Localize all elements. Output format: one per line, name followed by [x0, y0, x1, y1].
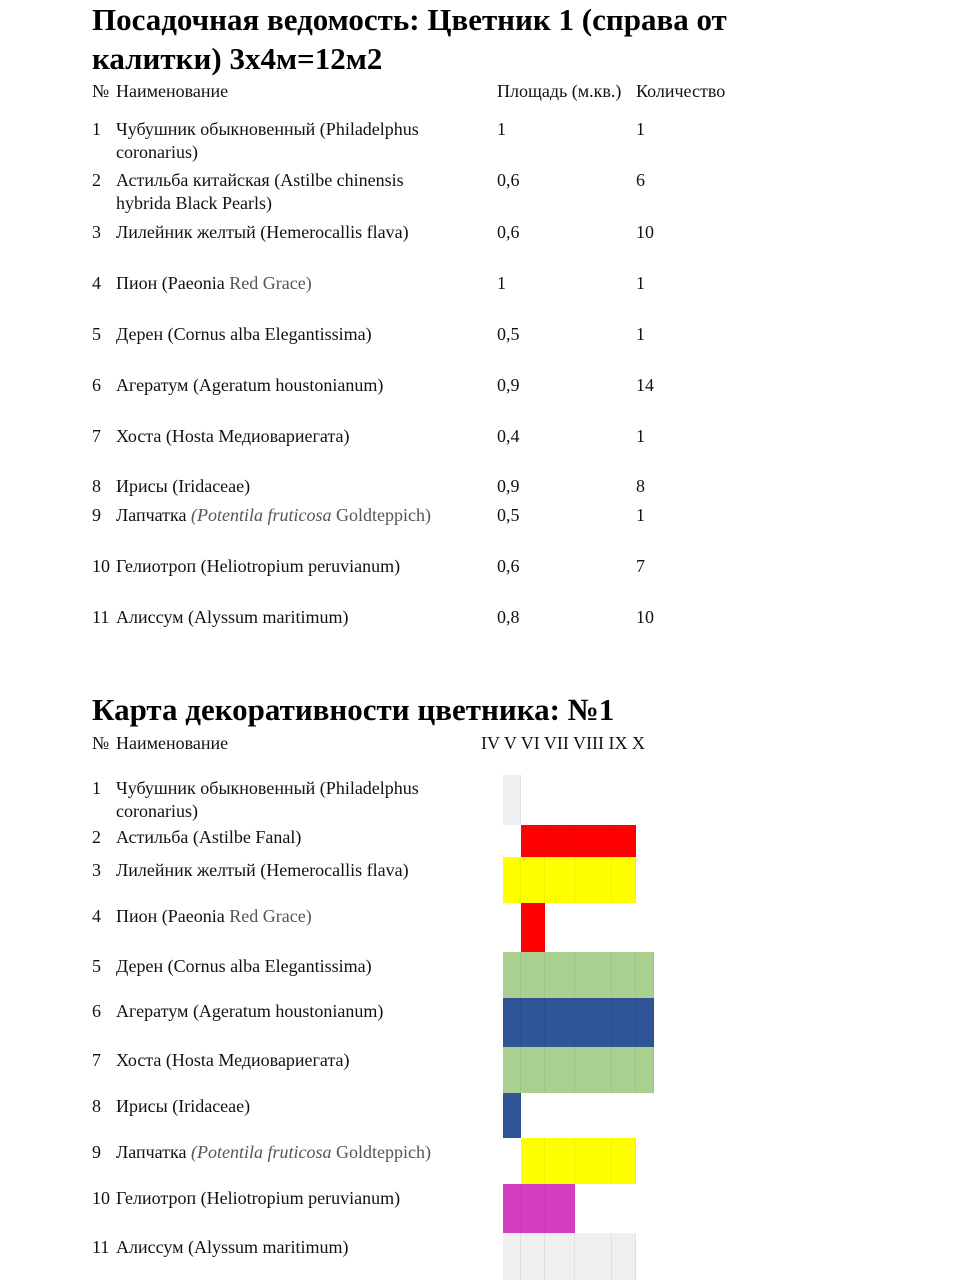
planting-row-num: 1 — [92, 119, 101, 139]
bloom-cell — [612, 952, 636, 998]
planting-row-name: Астильба китайская (Astilbe chinensis hybrida Black Pearls) — [116, 170, 404, 213]
planting-row-qty: 10 — [636, 607, 654, 627]
planting-row-area: 0,6 — [497, 556, 520, 576]
decor-row-name: Астильба (Astilbe Fanal) — [116, 827, 302, 847]
bloom-cell — [521, 857, 545, 903]
bloom-cell — [612, 1047, 636, 1093]
bloom-cell — [545, 1184, 575, 1233]
bloom-cell — [503, 952, 521, 998]
bloom-cell — [503, 1093, 521, 1138]
bloom-cell — [521, 952, 545, 998]
planting-row-name: Дерен (Cornus alba Elegantissima) — [116, 324, 372, 344]
planting-row-qty: 1 — [636, 119, 645, 139]
decor-row-name: Алиссум (Alyssum maritimum) — [116, 1237, 349, 1257]
planting-row-qty: 6 — [636, 170, 645, 190]
bloom-cell — [575, 952, 612, 998]
planting-row-area: 0,4 — [497, 426, 520, 446]
planting-row-num: 8 — [92, 476, 101, 496]
planting-row-name: Лапчатка (Potentila fruticosa Goldteppich) — [116, 505, 431, 525]
bloom-cell — [575, 857, 612, 903]
bloom-cell — [545, 998, 575, 1047]
bloom-cell — [521, 1184, 545, 1233]
planting-row-num: 6 — [92, 375, 101, 395]
bloom-cell — [503, 857, 521, 903]
decor-row-num: 3 — [92, 860, 101, 880]
decor-row-num: 10 — [92, 1188, 110, 1208]
planting-row-area: 0,8 — [497, 607, 520, 627]
decor-row-num: 4 — [92, 906, 101, 926]
bloom-cell — [636, 1047, 654, 1093]
bloom-cell — [545, 1233, 575, 1280]
planting-row-num: 10 — [92, 556, 110, 576]
planting-row-area: 0,6 — [497, 222, 520, 242]
planting-row-area: 0,5 — [497, 324, 520, 344]
decor-row-num: 8 — [92, 1096, 101, 1116]
bloom-cell — [503, 775, 521, 825]
planting-row-num: 2 — [92, 170, 101, 190]
decor-row-num: 1 — [92, 778, 101, 798]
bloom-cell — [612, 1233, 636, 1280]
bloom-cell — [636, 998, 654, 1047]
planting-row-num: 3 — [92, 222, 101, 242]
planting-header-name: Наименование — [116, 81, 229, 101]
planting-row-num: 11 — [92, 607, 110, 627]
bloom-cell — [545, 952, 575, 998]
bloom-cell — [636, 952, 654, 998]
bloom-cell — [503, 998, 521, 1047]
bloom-cell — [545, 1047, 575, 1093]
planting-row-name: Хоста (Hosta Медиовариегата) — [116, 426, 350, 446]
planting-row-num: 7 — [92, 426, 101, 446]
planting-row-area: 0,5 — [497, 505, 520, 525]
planting-row-qty: 1 — [636, 426, 645, 446]
planting-row-num: 5 — [92, 324, 101, 344]
decor-row-num: 5 — [92, 956, 101, 976]
bloom-cell — [503, 1047, 521, 1093]
planting-row-qty: 7 — [636, 556, 645, 576]
decor-row-name: Пион (Paeonia Red Grace) — [116, 906, 312, 926]
bloom-cell — [575, 1047, 612, 1093]
decor-row-name: Лилейник желтый (Hemerocallis flava) — [116, 860, 409, 880]
planting-row-qty: 1 — [636, 273, 645, 293]
planting-row-name: Пион (Paeonia Red Grace) — [116, 273, 312, 293]
planting-row-name: Ирисы (Iridaceae) — [116, 476, 251, 496]
decor-row-num: 2 — [92, 827, 101, 847]
bloom-cell — [521, 903, 545, 952]
bloom-cell — [575, 825, 612, 857]
decor-title: Карта декоративности цветника: №1 — [92, 692, 615, 727]
planting-row-area: 1 — [497, 273, 506, 293]
bloom-cell — [612, 1138, 636, 1184]
decor-row-name: Лапчатка (Potentila fruticosa Goldteppich) — [116, 1142, 431, 1162]
planting-row-num: 4 — [92, 273, 101, 293]
planting-header-num: № — [92, 81, 110, 101]
decor-header-months: IV V VI VII VIII IX X — [481, 733, 645, 753]
bloom-cell — [545, 857, 575, 903]
bloom-cell — [503, 1233, 521, 1280]
decor-row-name: Дерен (Cornus alba Elegantissima) — [116, 956, 372, 976]
planting-row-name: Лилейник желтый (Hemerocallis flava) — [116, 222, 409, 242]
decor-header-num: № — [92, 733, 110, 753]
planting-row-name: Алиссум (Alyssum maritimum) — [116, 607, 349, 627]
planting-title: Посадочная ведомость: Цветник 1 (справа от калитки) 3х4м=12м2 — [92, 2, 727, 76]
bloom-cell — [612, 825, 636, 857]
bloom-cell — [545, 1138, 575, 1184]
decor-header-name: Наименование — [116, 733, 229, 753]
decor-row-name: Агератум (Ageratum houstonianum) — [116, 1001, 384, 1021]
decor-row-num: 9 — [92, 1142, 101, 1162]
planting-row-name: Агератум (Ageratum houstonianum) — [116, 375, 384, 395]
planting-row-area: 0,6 — [497, 170, 520, 190]
bloom-cell — [612, 998, 636, 1047]
bloom-cell — [545, 825, 575, 857]
planting-row-name: Чубушник обыкновенный (Philadelphus coronarius) — [116, 119, 419, 162]
planting-header-qty: Количество — [636, 81, 726, 101]
decor-row-num: 11 — [92, 1237, 110, 1257]
planting-row-qty: 1 — [636, 505, 645, 525]
bloom-cell — [575, 1233, 612, 1280]
planting-row-num: 9 — [92, 505, 101, 525]
planting-row-area: 0,9 — [497, 375, 520, 395]
bloom-cell — [521, 1233, 545, 1280]
planting-row-qty: 14 — [636, 375, 654, 395]
decor-row-name: Гелиотроп (Heliotropium peruvianum) — [116, 1188, 401, 1208]
bloom-cell — [503, 1184, 521, 1233]
planting-row-qty: 1 — [636, 324, 645, 344]
bloom-cell — [612, 857, 636, 903]
planting-row-area: 1 — [497, 119, 506, 139]
bloom-cell — [575, 998, 612, 1047]
bloom-cell — [521, 1138, 545, 1184]
bloom-cell — [575, 1138, 612, 1184]
decor-row-name: Ирисы (Iridaceae) — [116, 1096, 251, 1116]
planting-row-qty: 8 — [636, 476, 645, 496]
decor-row-name: Хоста (Hosta Медиовариегата) — [116, 1050, 350, 1070]
planting-header-area: Площадь (м.кв.) — [497, 81, 622, 101]
planting-row-name: Гелиотроп (Heliotropium peruvianum) — [116, 556, 401, 576]
bloom-cell — [521, 998, 545, 1047]
decor-row-name: Чубушник обыкновенный (Philadelphus coronarius) — [116, 778, 419, 821]
decor-row-num: 7 — [92, 1050, 101, 1070]
bloom-cell — [521, 825, 545, 857]
planting-row-area: 0,9 — [497, 476, 520, 496]
planting-row-qty: 10 — [636, 222, 654, 242]
decor-row-num: 6 — [92, 1001, 101, 1021]
bloom-cell — [521, 1047, 545, 1093]
